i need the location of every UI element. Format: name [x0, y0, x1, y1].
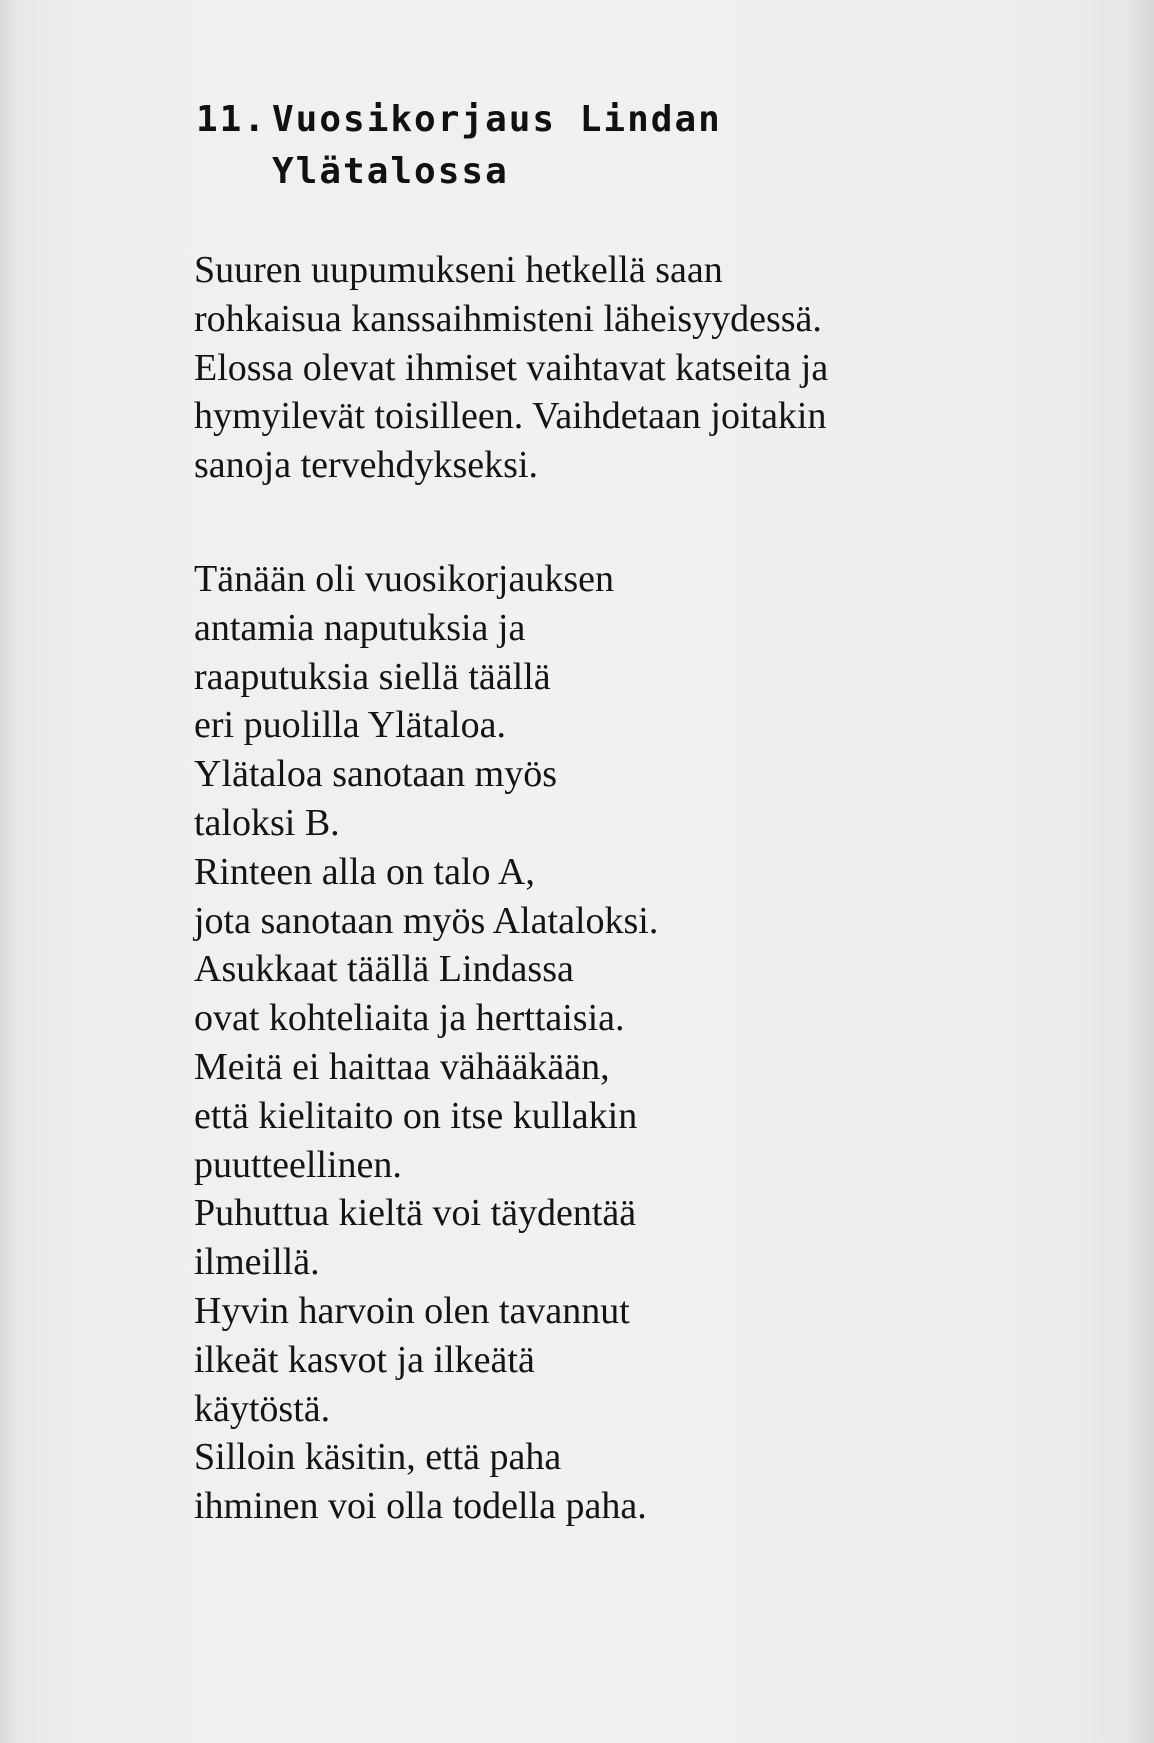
text-line: puutteellinen. — [194, 1143, 402, 1186]
text-line: Asukkaat täällä Lindassa — [194, 948, 574, 991]
text-line: sanoja tervehdykseksi. — [194, 444, 539, 487]
text-line: Ylätaloa sanotaan myös — [194, 753, 558, 796]
page-edge-shadow-right — [1128, 0, 1154, 1743]
text-line: Puhuttua kieltä voi täydentää — [194, 1192, 637, 1235]
text-line: eri puolilla Ylätaloa. — [194, 704, 506, 747]
text-line: Elossa olevat ihmiset vaihtavat katseita ja — [194, 346, 829, 389]
text-line: rohkaisua kanssaihmisteni läheisyydessä. — [194, 297, 822, 340]
text-line: raaputuksia siellä täällä — [194, 655, 551, 698]
text-line: käytöstä. — [194, 1387, 331, 1430]
text-line: jota sanotaan myös Alataloksi. — [194, 899, 659, 942]
text-line: että kielitaito on itse kullakin — [194, 1094, 638, 1137]
text-line: Rinteen alla on talo A, — [194, 850, 535, 893]
chapter-number: 11. — [196, 99, 268, 140]
text-line: taloksi B. — [194, 801, 340, 844]
text-line: Silloin käsitin, että paha — [194, 1436, 562, 1479]
text-line: Suuren uupumukseni hetkellä saan — [194, 249, 723, 291]
text-line: Hyvin harvoin olen tavannut — [194, 1289, 630, 1332]
paragraph-2 — [194, 555, 658, 1531]
page-edge-shadow-left — [0, 0, 18, 1743]
chapter-heading — [196, 94, 722, 198]
text-line: Meitä ei haittaa vähääkään, — [194, 1045, 610, 1088]
text-line: ovat kohteliaita ja herttaisia. — [194, 997, 625, 1040]
chapter-title-line1: Vuosikorjaus Lindan — [272, 99, 722, 140]
text-line: ihminen voi olla todella paha. — [194, 1485, 647, 1528]
chapter-title-line2: Ylätalossa — [272, 151, 509, 192]
text-line: ilkeät kasvot ja ilkeätä — [194, 1338, 535, 1381]
text-line: ilmeillä. — [194, 1241, 320, 1284]
paragraph-1 — [194, 246, 828, 490]
text-line: hymyilevät toisilleen. Vaihdetaan joitakin — [194, 395, 827, 438]
text-line: antamia naputuksia ja — [194, 606, 526, 649]
text-line: Tänään oli vuosikorjauksen — [194, 558, 615, 600]
